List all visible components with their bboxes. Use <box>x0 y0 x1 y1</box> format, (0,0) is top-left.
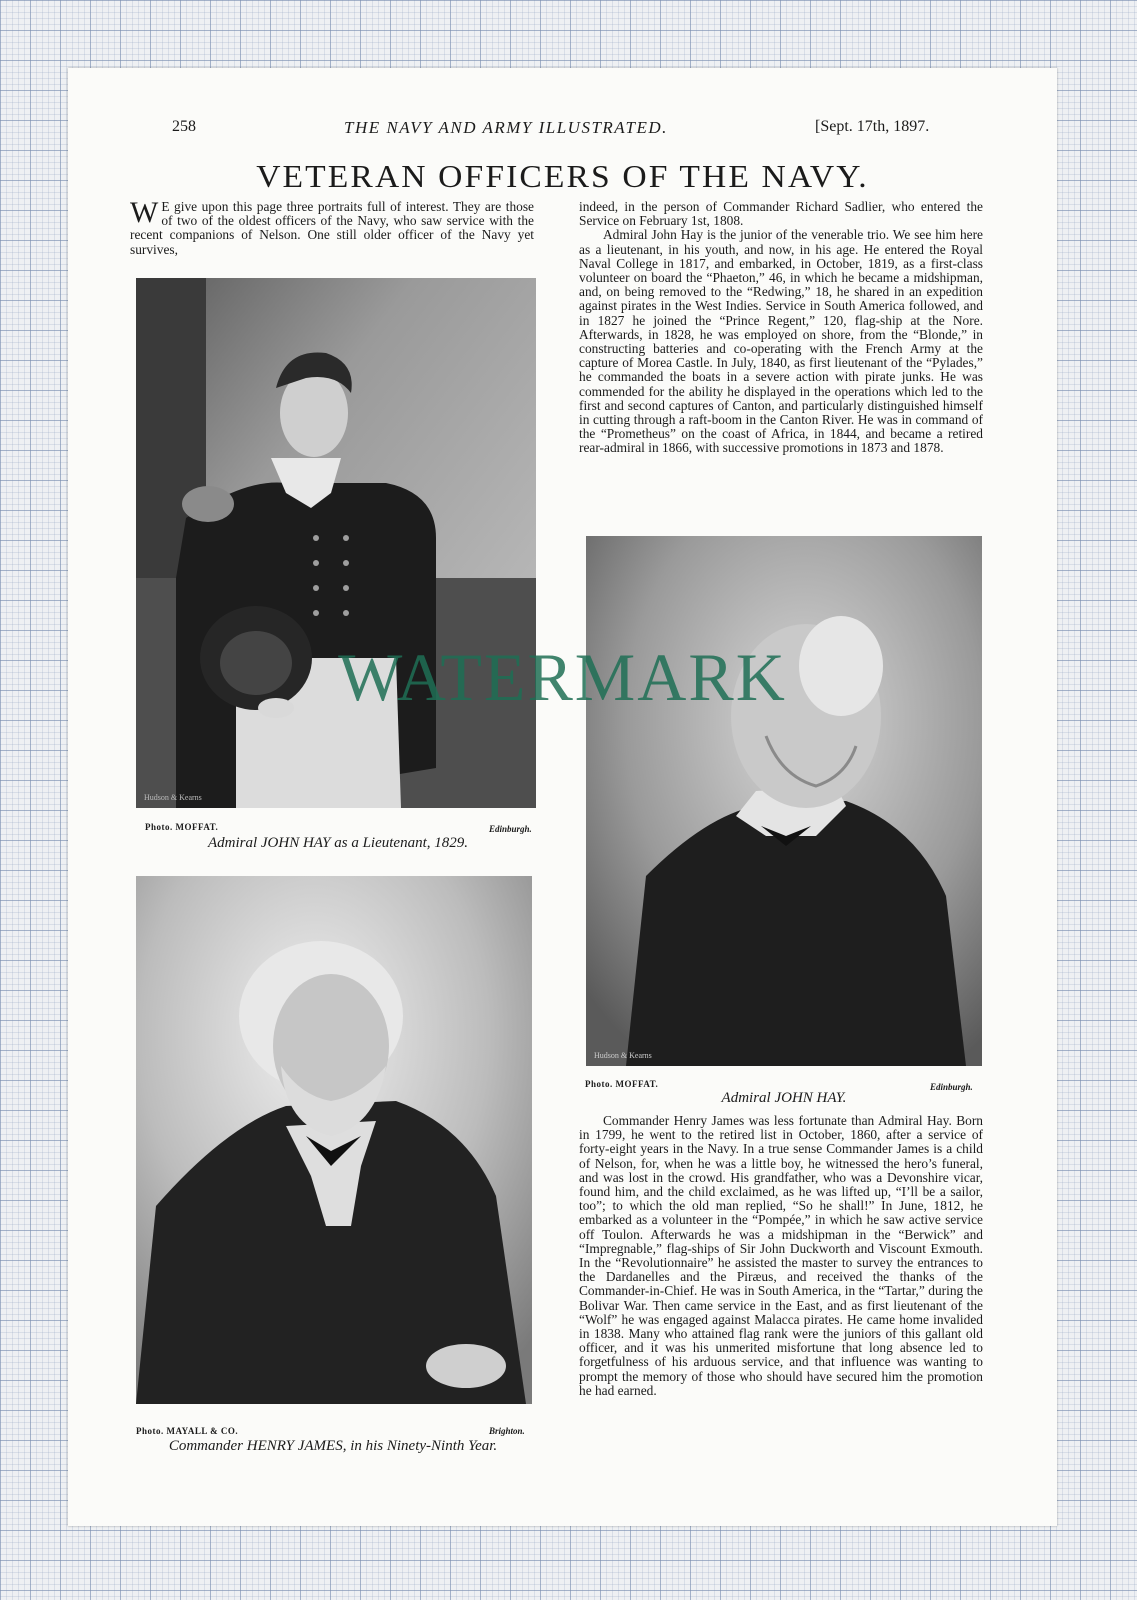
portrait-2-caption: Admiral JOHN HAY. <box>721 1090 847 1106</box>
portrait-john-hay-lieutenant <box>136 278 536 808</box>
portrait-1-photo-credit: Photo. MOFFAT. <box>145 822 219 832</box>
headline: VETERAN OFFICERS OF THE NAVY. <box>256 158 869 194</box>
issue-date: [Sept. 17th, 1897. <box>815 118 930 135</box>
portrait-2-location: Edinburgh. <box>930 1082 973 1092</box>
portrait-1-caption: Admiral JOHN HAY as a Lieutenant, 1829. <box>207 835 468 851</box>
watermark: WATERMARK <box>338 639 787 715</box>
portrait-3-location: Brighton. <box>489 1426 525 1436</box>
paragraph-henry-james: Commander Henry James was less fortunate than Admiral Hay. Born in 1799, he went to the retired list in October, 1860, after a service of forty-eight years in the Navy. In a true sense Commander James is a child of Nelson, for, when he was a little boy, he witnessed the hero’s funeral, and was lost in the crowd. His grandfather, who was a Devonshire vicar, found him, and the child exclaimed, as he was lifted up, “I’ll be a sailor, too”; to which the old man replied, “So he shall!” In June, 1812, he embarked as a volunteer in the “Pompée,” in which he saw active service off Toulon. Afterwards he was a midshipman in the “Berwick” and “Impregnable,” flag-ships of Sir John Duckworth and Viscount Exmouth. In the “Revolutionnaire” he assisted the master to survey the entrances to the Dardanelles and the Piræus, and received the thanks of the Commander-in-Chief. He was in South America, in the “Tartar,” during the Bolivar War. Then came service in the East, and as first lieutenant of the “Wolf” he was engaged against Malacca pirates. He came home invalided in 1838. Many who attained flag rank were the juniors of this gallant old officer, and it was his unmerited misfortune that long absence led to forgetfulness of his arduous service, and that influence was wanting to prompt the memory of those who should have secured him the promotion he had earned. <box>579 1113 983 1398</box>
intro-paragraph <box>130 196 534 257</box>
portrait-henry-james <box>136 876 532 1404</box>
drop-cap: W <box>130 196 159 229</box>
portrait-3-photo-credit: Photo. MAYALL & CO. <box>136 1426 239 1436</box>
paragraph-sadlier: indeed, in the person of Commander Richard Sadlier, who entered the Service on February 1st, 1808. <box>579 199 983 229</box>
magazine-page <box>68 68 1057 1526</box>
portrait-1-location: Edinburgh. <box>489 824 532 834</box>
page-number: 258 <box>172 118 196 135</box>
article-column-bottom <box>579 1114 983 1398</box>
journal-title: THE NAVY AND ARMY ILLUSTRATED. <box>344 118 668 137</box>
engraver-signature: Hudson & Kearns <box>144 793 202 802</box>
article-column-top <box>579 200 983 456</box>
engraver-signature: Hudson & Kearns <box>594 1051 652 1060</box>
portrait-2-photo-credit: Photo. MOFFAT. <box>585 1079 659 1089</box>
portrait-john-hay-admiral <box>586 536 982 1066</box>
intro-text: E give upon this page three portraits full of interest. They are those of two of the oldest officers of the Navy, who saw service with the recent companions of Nelson. One still older officer of the Navy yet survives, <box>130 199 534 257</box>
portrait-3-caption: Commander HENRY JAMES, in his Ninety-Ninth Year. <box>168 1438 498 1454</box>
paragraph-john-hay: Admiral John Hay is the junior of the venerable trio. We see him here as a lieutenant, in his youth, and now, in his age. He entered the Royal Naval College in 1817, and embarked, in October, 1819, as a first-class volunteer on board the “Phaeton,” 46, in which he became a midshipman, and, on being removed to the “Redwing,” 18, he shared in an expedition against pirates in the West Indies. Service in South America followed, and in 1827 he joined the “Prince Regent,” 120, flag-ship at the Nore. Afterwards, in 1828, he was employed on shore, from the “Blonde,” in constructing batteries and co-operating with the French Army at the capture of Morea Castle. In July, 1840, as first lieutenant of the “Pylades,” he commanded the boats in a severe action with pirate junks. He was commended for the ability he displayed in the operations which led to the first and second captures of Canton, and particularly distinguished himself in cutting through a raft-boom in the Canton River. He was in command of the “Prometheus” on the coast of Africa, in 1844, and became a retired rear-admiral in 1866, with successive promotions in 1873 and 1878. <box>579 227 983 456</box>
